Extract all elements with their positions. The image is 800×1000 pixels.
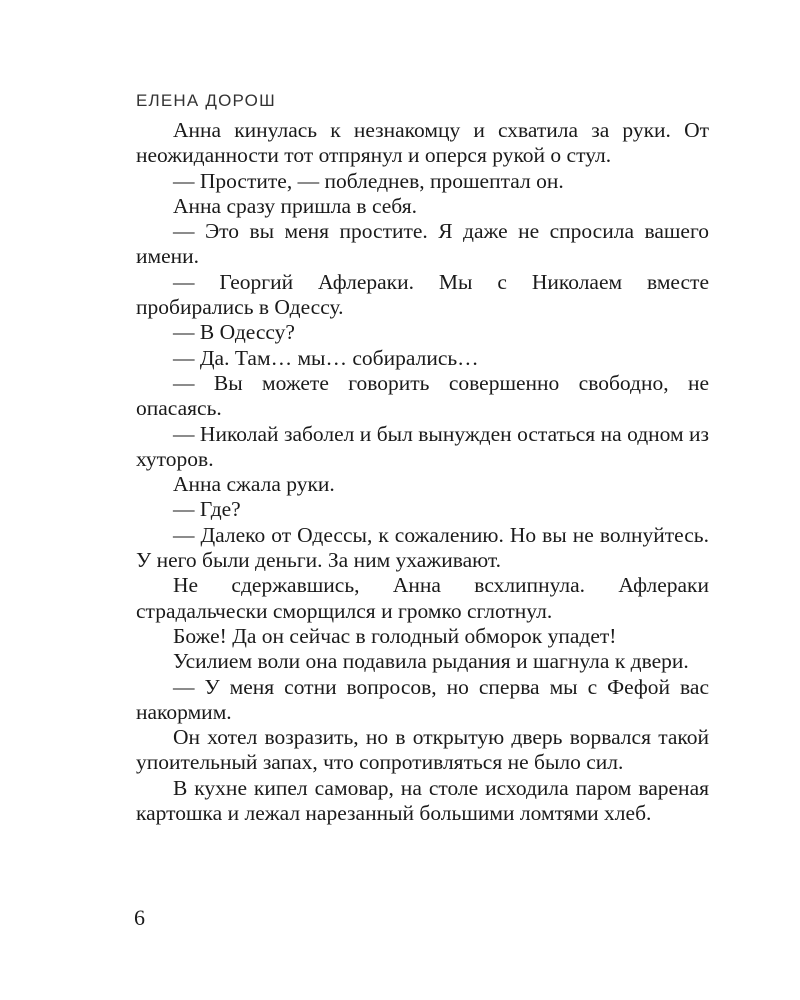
paragraph: — Где? [173,497,241,522]
paragraph: — Вы можете говорить совершенно свободно, не опасаясь. [136,370,709,421]
paragraph: — Да. Там… мы… собирались… [173,345,479,370]
paragraph: — Георгий Афлераки. Мы с Николаем вместе пробирались в Одессу. [136,269,709,320]
paragraph: — Николай заболел и был вынужден остаться на одном из хуторов. [136,421,709,471]
body-text [136,118,709,826]
paragraph: Он хотел возразить, но в открытую дверь ворвался такой упоительный запах, что сопротивляться не было сил. [136,725,709,775]
paragraph: — Далеко от Одессы, к сожалению. Но вы не волнуйтесь. У него были деньги. За ним ухаживают. [136,522,709,573]
page-number: 6 [134,905,145,930]
paragraph: Боже! Да он сейчас в голодный обморок упадет! [173,623,617,648]
paragraph: — Простите, — побледнев, прошептал он. [173,168,564,193]
paragraph: Анна кинулась к незнакомцу и схватила за руки. От неожиданности тот отпрянул и оперся рукой о стул. [136,118,709,168]
paragraph: Не сдержавшись, Анна всхлипнула. Афлераки страдальчески сморщился и громко сглотнул. [136,573,709,623]
paragraph: — У меня сотни вопросов, но сперва мы с Фефой вас накормим. [136,674,709,724]
paragraph: Усилием воли она подавила рыдания и шагнула к двери. [173,649,689,674]
paragraph: Анна сжала руки. [173,472,335,497]
paragraph: — В Одессу? [173,320,295,345]
paragraph: — Это вы меня простите. Я даже не спросила вашего имени. [136,219,709,269]
running-head-author: ЕЛЕНА ДОРОШ [136,91,276,110]
paragraph: Анна сразу пришла в себя. [173,193,417,218]
paragraph: В кухне кипел самовар, на столе исходила паром вареная картошка и лежал нарезанный большими ломтями хлеб. [136,775,709,826]
